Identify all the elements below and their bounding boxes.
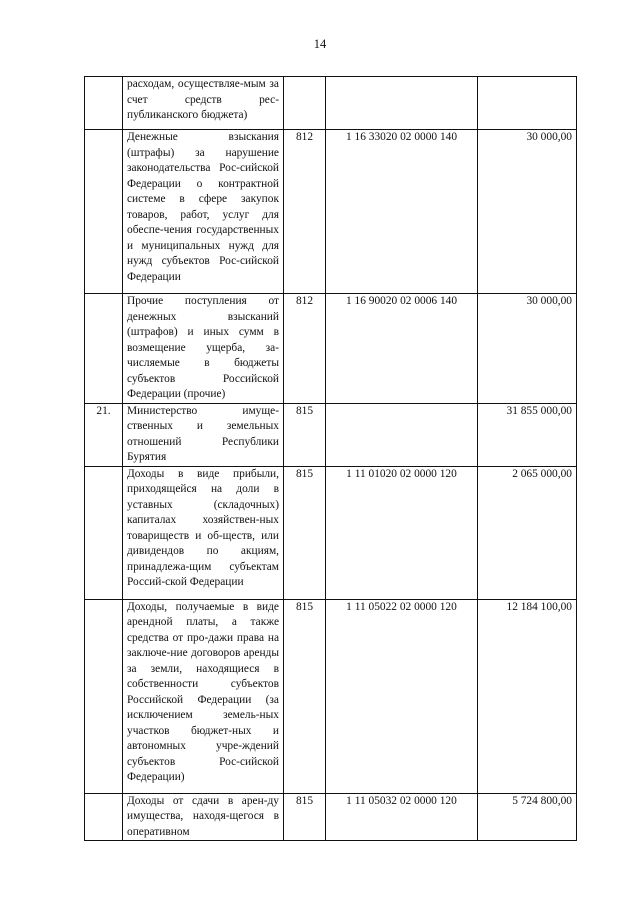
- budget-classification-code: 1 11 01020 02 0000 120: [326, 466, 478, 599]
- page-number: 14: [313, 37, 327, 51]
- revenue-name: Министерство имуще-ственных и земельных отношений Республики Бурятия: [123, 403, 284, 466]
- revenue-name: Доходы от сдачи в арен-ду имущества, находя-щегося в оперативном: [123, 793, 284, 841]
- revenue-table: [84, 76, 577, 841]
- admin-code: 812: [284, 130, 326, 294]
- amount: 30 000,00: [478, 130, 577, 294]
- admin-code: 815: [284, 403, 326, 466]
- amount: [478, 77, 577, 130]
- admin-code: 815: [284, 466, 326, 599]
- row-number: [85, 130, 123, 294]
- amount: 30 000,00: [478, 294, 577, 404]
- row-number: 21.: [85, 403, 123, 466]
- admin-code: 812: [284, 294, 326, 404]
- amount: 5 724 800,00: [478, 793, 577, 841]
- table-row: [85, 294, 577, 404]
- budget-classification-code: 1 16 90020 02 0006 140: [326, 294, 478, 404]
- revenue-name: Доходы в виде прибыли, приходящейся на доли в уставных (складочных) капиталах хозяйствен-ных товариществ и об-ществ, или дивидендов по акциям, принадлежа-щим субъектам Россий-ской Федерации: [123, 466, 284, 599]
- amount: 31 855 000,00: [478, 403, 577, 466]
- row-number: [85, 466, 123, 599]
- table-row: [85, 403, 577, 466]
- admin-code: 815: [284, 599, 326, 793]
- row-number: [85, 77, 123, 130]
- budget-classification-code: [326, 403, 478, 466]
- amount: 2 065 000,00: [478, 466, 577, 599]
- table-row: [85, 793, 577, 841]
- row-number: [85, 599, 123, 793]
- table-row: [85, 130, 577, 294]
- budget-classification-code: 1 11 05022 02 0000 120: [326, 599, 478, 793]
- budget-classification-code: 1 11 05032 02 0000 120: [326, 793, 478, 841]
- budget-classification-code: 1 16 33020 02 0000 140: [326, 130, 478, 294]
- revenue-name: расходам, осуществляе-мым за счет средств рес-публиканского бюджета): [123, 77, 284, 130]
- row-number: [85, 793, 123, 841]
- table-row: [85, 77, 577, 130]
- revenue-name: Доходы, получаемые в виде арендной платы, а также средства от про-дажи права на заключе-ние договоров аренды за земли, находящиеся в собственности субъектов Российской Федерации (за исключением земель-ных участков бюджет-ных и автономных учре-ждений субъектов Рос-сийской Федерации): [123, 599, 284, 793]
- row-number: [85, 294, 123, 404]
- amount: 12 184 100,00: [478, 599, 577, 793]
- admin-code: 815: [284, 793, 326, 841]
- budget-classification-code: [326, 77, 478, 130]
- revenue-name: Денежные взыскания (штрафы) за нарушение законодательства Рос-сийской Федерации о контрактной системе в сфере закупок товаров, работ, услуг для обеспе-чения государственных и муниципальных нужд для нужд субъектов Рос-сийской Федерации: [123, 130, 284, 294]
- revenue-name: Прочие поступления от денежных взысканий (штрафов) и иных сумм в возмещение ущерба, за-числяемые в бюджеты субъектов Российской Федерации (прочие): [123, 294, 284, 404]
- admin-code: [284, 77, 326, 130]
- table-row: [85, 466, 577, 599]
- table-row: [85, 599, 577, 793]
